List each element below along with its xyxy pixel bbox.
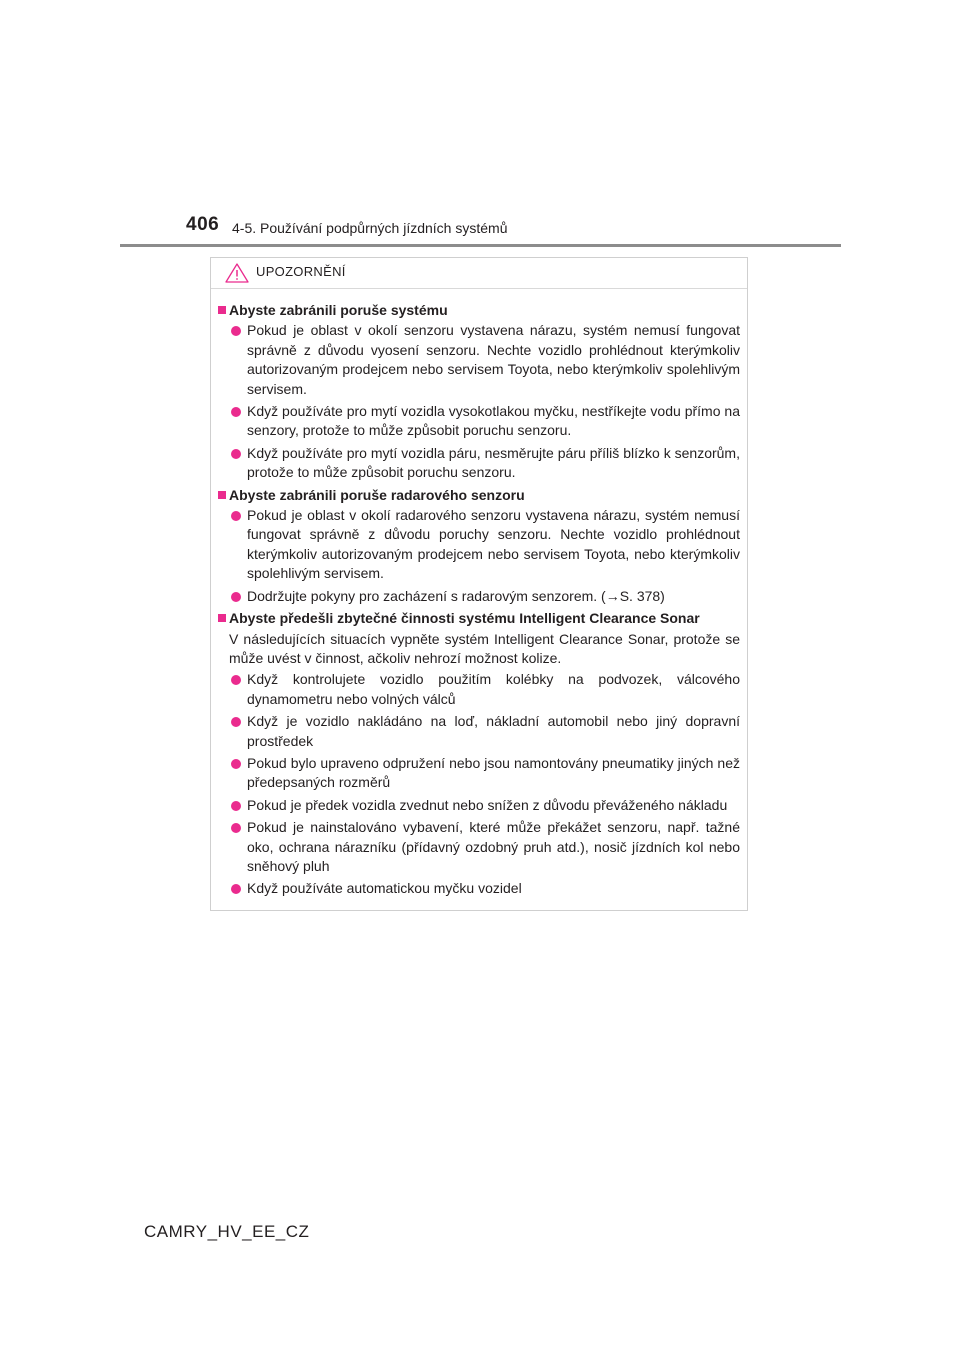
section-heading: Abyste zabránili poruše radarového senzoru <box>217 486 740 505</box>
dot-bullet-icon <box>231 884 241 894</box>
dot-bullet-icon <box>231 326 241 336</box>
section-heading: Abyste předešli zbytečné činnosti systému Intelligent Clearance Sonar <box>217 609 740 628</box>
footer-code: CAMRY_HV_EE_CZ <box>144 1222 310 1241</box>
section-sonar-activation <box>217 609 740 899</box>
page-number: 406 <box>186 214 220 235</box>
dot-bullet-icon <box>231 407 241 417</box>
dot-bullet-icon <box>231 592 241 602</box>
list-item: Pokud bylo upraveno odpružení nebo jsou namontovány pneumatiky jiných než předepsaných rozměrů <box>217 754 740 793</box>
dot-bullet-icon <box>231 511 241 521</box>
list-item: Když je vozidlo nakládáno na loď, nákladní automobil nebo jiný dopravní prostředek <box>217 712 740 751</box>
warning-title: UPOZORNĚNÍ <box>256 264 346 279</box>
square-bullet-icon <box>218 491 226 499</box>
list-item: Pokud je oblast v okolí senzoru vystavena nárazu, systém nemusí fungovat správně z důvodu vyosení senzoru. Nechte vozidlo prohlédnout kterýmkoliv autorizovaným prodejcem nebo servisem Toyota, nebo kterýmkoliv spolehlivým servisem. <box>217 321 740 399</box>
dot-bullet-icon <box>231 801 241 811</box>
dot-bullet-icon <box>231 675 241 685</box>
square-bullet-icon <box>218 614 226 622</box>
list-item: Když kontrolujete vozidlo použitím kolébky na podvozek, válcového dynamometru nebo volných válců <box>217 670 740 709</box>
dot-bullet-icon <box>231 759 241 769</box>
list-item: Když používáte pro mytí vozidla vysokotlakou myčku, nestříkejte vodu přímo na senzory, protože to může způsobit poruchu senzoru. <box>217 402 740 441</box>
chapter-title: 4-5. Používání podpůrných jízdních systémů <box>232 220 508 236</box>
list-item: Pokud je oblast v okolí radarového senzoru vystavena nárazu, systém nemusí fungovat správně z důvodu poruchy senzoru. Nechte vozidlo prohlédnout kterýmkoliv autorizovaným prodejcem nebo servisem Toyota, nebo kterýmkoliv spolehlivým servisem. <box>217 506 740 584</box>
warning-header <box>211 258 747 289</box>
section-system-failure <box>217 301 740 483</box>
list-item: Pokud je nainstalováno vybavení, které může překážet senzoru, např. tažné oko, ochrana nárazníku (přídavný ozdobný pruh atd.), nosič jízdních kol nebo sněhový pluh <box>217 818 740 876</box>
list-item: Pokud je předek vozidla zvednut nebo snížen z důvodu převáženého nákladu <box>217 796 740 815</box>
warning-content <box>211 289 747 899</box>
header-rule <box>120 244 841 247</box>
list-item: Dodržujte pokyny pro zacházení s radarovým senzorem. (→S. 378) <box>217 587 740 606</box>
dot-bullet-icon <box>231 717 241 727</box>
section-radar-failure <box>217 486 740 606</box>
dot-bullet-icon <box>231 449 241 459</box>
square-bullet-icon <box>218 306 226 314</box>
warning-triangle-icon <box>225 263 249 288</box>
warning-box <box>210 257 748 911</box>
dot-bullet-icon <box>231 823 241 833</box>
section-intro: V následujících situacích vypněte systém Intelligent Clearance Sonar, protože se může uvést v činnost, ačkoliv nehrozí možnost kolize. <box>229 630 740 666</box>
list-item: Když používáte automatickou myčku vozidel <box>217 879 740 898</box>
list-item: Když používáte pro mytí vozidla páru, nesměrujte páru příliš blízko k senzorům, protože to může způsobit poruchu senzoru. <box>217 444 740 483</box>
section-heading: Abyste zabránili poruše systému <box>217 301 740 320</box>
